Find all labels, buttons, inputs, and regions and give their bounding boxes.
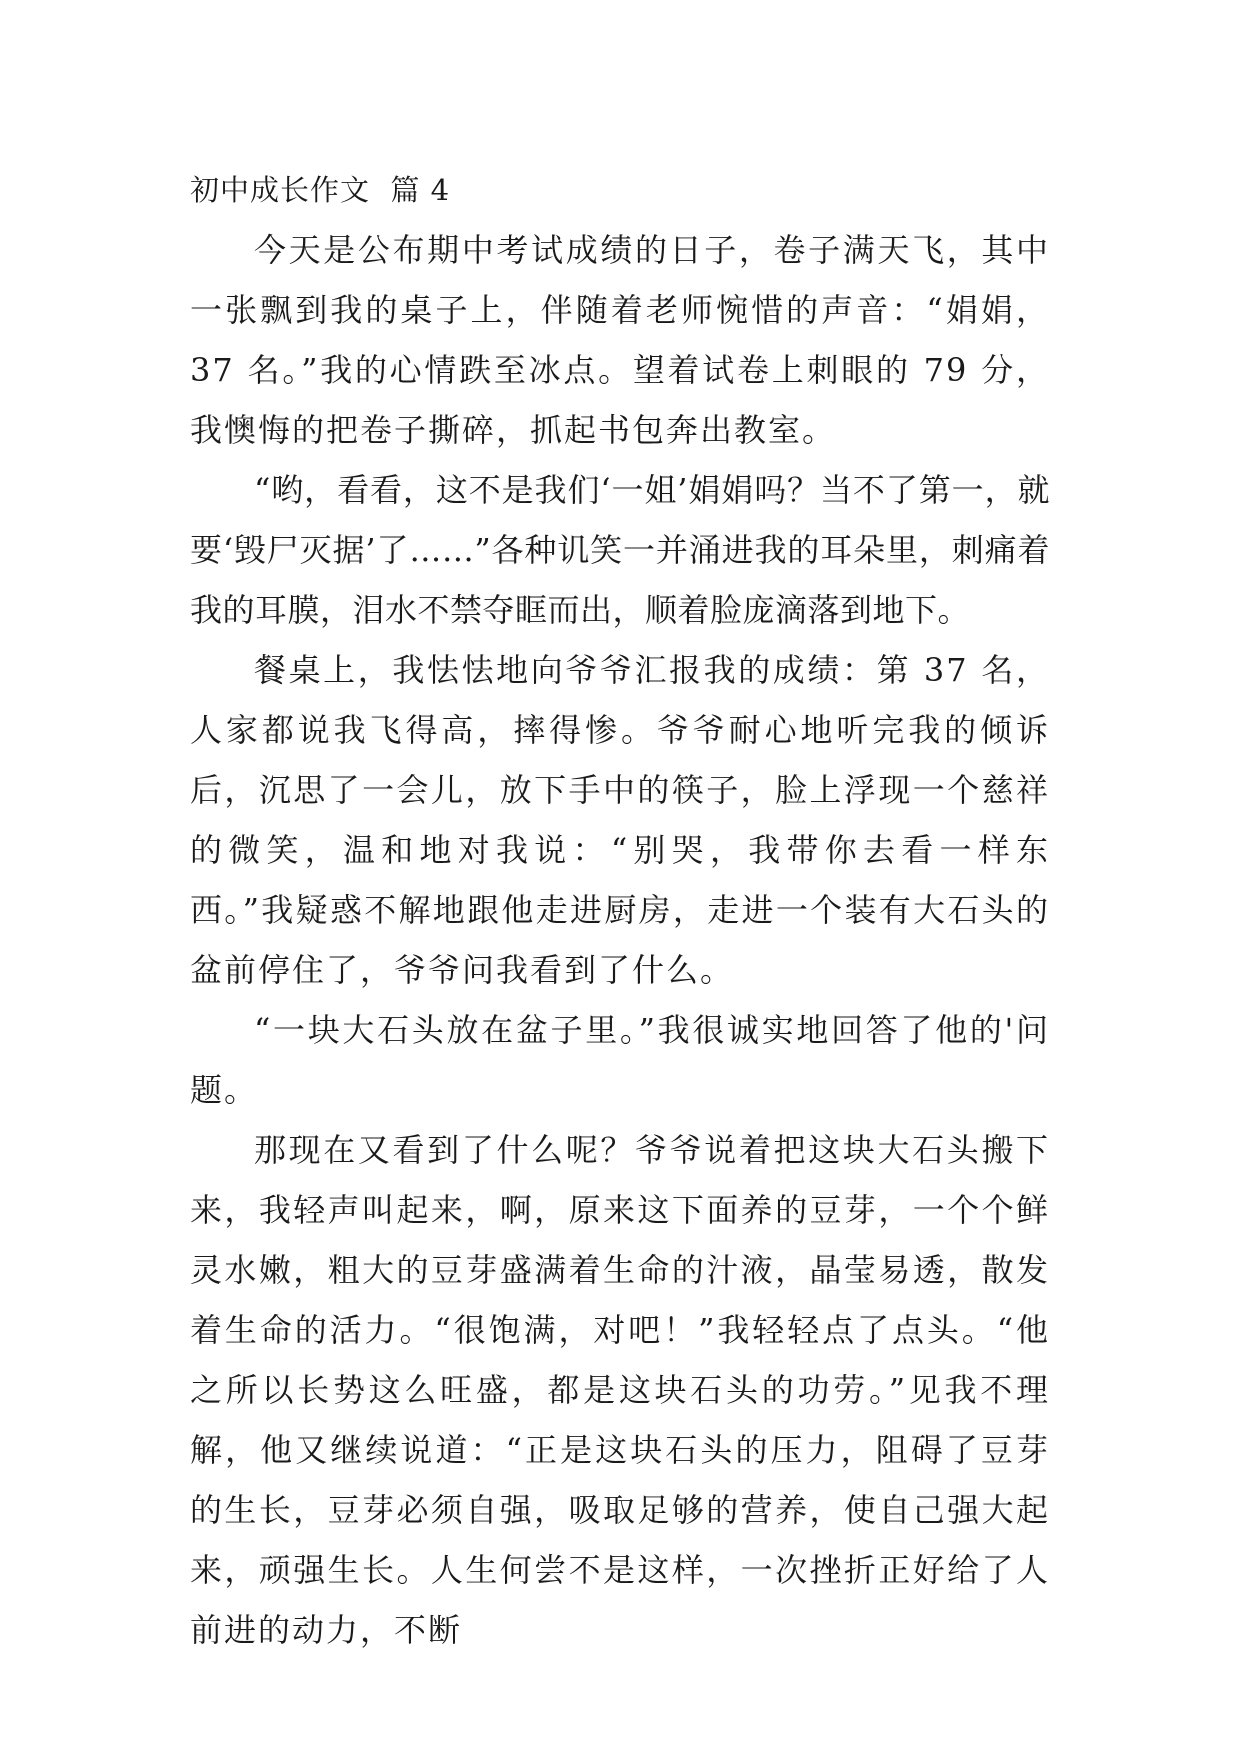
paragraph-3: 餐桌上，我怯怯地向爷爷汇报我的成绩：第 37 名，人家都说我飞得高，摔得惨。爷爷耐心地听完我的倾诉后，沉思了一会儿，放下手中的筷子，脸上浮现一个慈祥的微笑，温和地对我说：“别哭，我带你去看一样东西。”我疑惑不解地跟他走进厨房，走进一个装有大石头的盆前停住了，爷爷问我看到了什么。 [190,651,1050,989]
paragraph-1: 今天是公布期中考试成绩的日子，卷子满天飞，其中一张飘到我的桌子上，伴随着老师惋惜的声音：“娟娟，37 名。”我的心情跌至冰点。望着试卷上刺眼的 79 分，我懊悔的把卷子撕碎，抓起书包奔出教室。 [190,231,1050,449]
document-page [190,160,1050,1660]
paragraph-5: 那现在又看到了什么呢？爷爷说着把这块大石头搬下来，我轻声叫起来，啊，原来这下面养的豆芽，一个个鲜灵水嫩，粗大的豆芽盛满着生命的汁液，晶莹易透，散发着生命的活力。“很饱满，对吧！”我轻轻点了点头。“他之所以长势这么旺盛，都是这块石头的功劳。”见我不理解，他又继续说道：“正是这块石头的压力，阻碍了豆芽的生长，豆芽必须自强，吸取足够的营养，使自己强大起来，顽强生长。人生何尝不是这样，一次挫折正好给了人前进的动力，不断 [190,1131,1050,1649]
paragraph-2: “哟，看看，这不是我们‘一姐’娟娟吗？当不了第一，就要‘毁尸灭据’了……”各种讥笑一并涌进我的耳朵里，刺痛着我的耳膜，泪水不禁夺眶而出，顺着脸庞滴落到地下。 [190,471,1050,629]
paragraph-4: “一块大石头放在盆子里。”我很诚实地回答了他的'问题。 [190,1011,1050,1109]
essay-title: 初中成长作文 篇 4 [190,173,451,207]
